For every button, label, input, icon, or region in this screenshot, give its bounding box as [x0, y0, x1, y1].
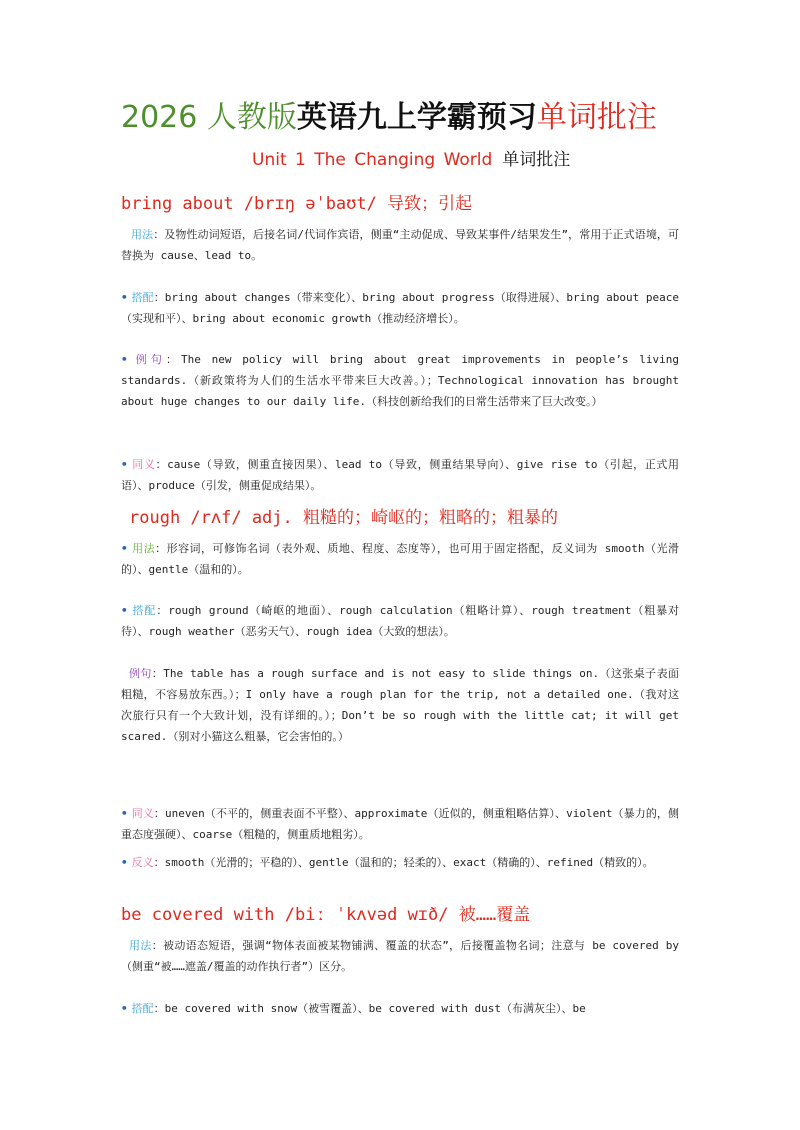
- collocation-paragraph: [121, 287, 679, 329]
- usage-paragraph: [121, 935, 679, 977]
- synonym-paragraph: [121, 803, 679, 845]
- usage-label: 用法: [131, 228, 154, 241]
- title-part-annotation: 单词批注: [536, 100, 657, 135]
- usage-text: ：及物性动词短语，后接名词/代词作宾语，侧重“主动促成、导致某事件/结果发生”，常用于正式语境，可替换为 cause、lead to。: [121, 228, 679, 262]
- usage-paragraph: [121, 538, 679, 580]
- bullet-icon: •: [121, 604, 128, 617]
- synonym-label: 同义: [131, 458, 156, 471]
- bullet-icon: •: [121, 458, 128, 471]
- collocation-text: ：be covered with snow（被雪覆盖）、be covered with dust（布满灰尘）、be: [153, 1002, 586, 1015]
- headword-bring-about: bring about /brɪŋ əˈbaʊt/ 导致；引起: [121, 194, 473, 214]
- example-text: ：The table has a rough surface and is not easy to slide things on.（这张桌子表面粗糙，不容易放东西。）；I only have a rough plan for the trip, not a detailed one.（我对这次旅行只有一个大致计划，没有详细的。）；Don’t be so rough with the little cat; it will get scared.（别对小猫这么粗暴，它会害怕的。）: [121, 667, 680, 743]
- usage-label: 用法: [131, 542, 156, 555]
- antonym-paragraph: [121, 852, 679, 873]
- example-label: 例句: [129, 667, 152, 680]
- synonym-label: 同义: [131, 807, 154, 820]
- unit-subtitle: [252, 148, 570, 172]
- title-part-edition: 2026 人教版: [121, 100, 297, 135]
- usage-paragraph: [121, 224, 679, 266]
- bullet-icon: •: [121, 291, 128, 304]
- usage-label: 用法: [129, 939, 152, 952]
- page-title: [121, 96, 657, 140]
- collocation-paragraph: [121, 600, 679, 642]
- headword-be-covered-with: be covered with /biː ˈkʌvəd wɪð/ 被……覆盖: [121, 905, 531, 925]
- collocation-text: ：bring about changes（带来变化）、bring about progress（取得进展）、bring about peace（实现和平）、bring about economic growth（推动经济增长）。: [121, 291, 679, 325]
- synonym-paragraph: [121, 454, 679, 496]
- example-paragraph: [121, 349, 679, 412]
- collocation-label: 搭配: [131, 1002, 154, 1015]
- synonym-text: ：cause（导致，侧重直接因果）、lead to（导致，侧重结果导向）、give rise to（引起，正式用语）、produce（引发，侧重促成结果）。: [121, 458, 680, 492]
- bullet-icon: •: [121, 542, 128, 555]
- collocation-text: ：rough ground（崎岖的地面）、rough calculation（粗略计算）、rough treatment（粗暴对待）、rough weather（恶劣天气）、rough idea（大致的想法）。: [121, 604, 679, 638]
- example-label: 例句: [131, 353, 166, 366]
- bullet-icon: •: [121, 856, 128, 869]
- example-text: ：The new policy will bring about great improvements in people’s living standards.（新政策将为人们的生活水平带来巨大改善。）；Technological innovation has brought about huge changes to our daily life.（科技创新给我们的日常生活带来了巨大改变。）: [121, 353, 679, 408]
- collocation-label: 搭配: [131, 604, 157, 617]
- collocation-label: 搭配: [131, 291, 154, 304]
- antonym-label: 反义: [131, 856, 154, 869]
- usage-text: ：形容词，可修饰名词（表外观、质地、程度、态度等），也可用于固定搭配，反义词为 smooth（光滑的）、gentle（温和的）。: [121, 542, 679, 576]
- example-paragraph: [121, 663, 679, 747]
- title-part-main: 英语九上学霸预习: [296, 100, 537, 135]
- unit-name: Unit 1 The Changing World: [252, 150, 493, 170]
- bullet-icon: •: [121, 353, 128, 366]
- headword-rough: rough /rʌf/ adj. 粗糙的；崎岖的；粗略的；粗暴的: [129, 508, 558, 528]
- bullet-icon: •: [121, 807, 128, 820]
- unit-label: 单词批注: [502, 150, 571, 170]
- synonym-text: ：uneven（不平的，侧重表面不平整）、approximate（近似的，侧重粗略估算）、violent（暴力的，侧重态度强硬）、coarse（粗糙的，侧重质地粗劣）。: [121, 807, 679, 841]
- collocation-paragraph: [121, 998, 679, 1019]
- usage-text: ：被动语态短语，强调“物体表面被某物铺满、覆盖的状态”，后接覆盖物名词；注意与 be covered by（侧重“被……遮盖/覆盖的动作执行者”）区分。: [121, 939, 679, 973]
- bullet-icon: •: [121, 1002, 128, 1015]
- antonym-text: ：smooth（光滑的；平稳的）、gentle（温和的；轻柔的）、exact（精确的）、refined（精致的）。: [153, 856, 654, 869]
